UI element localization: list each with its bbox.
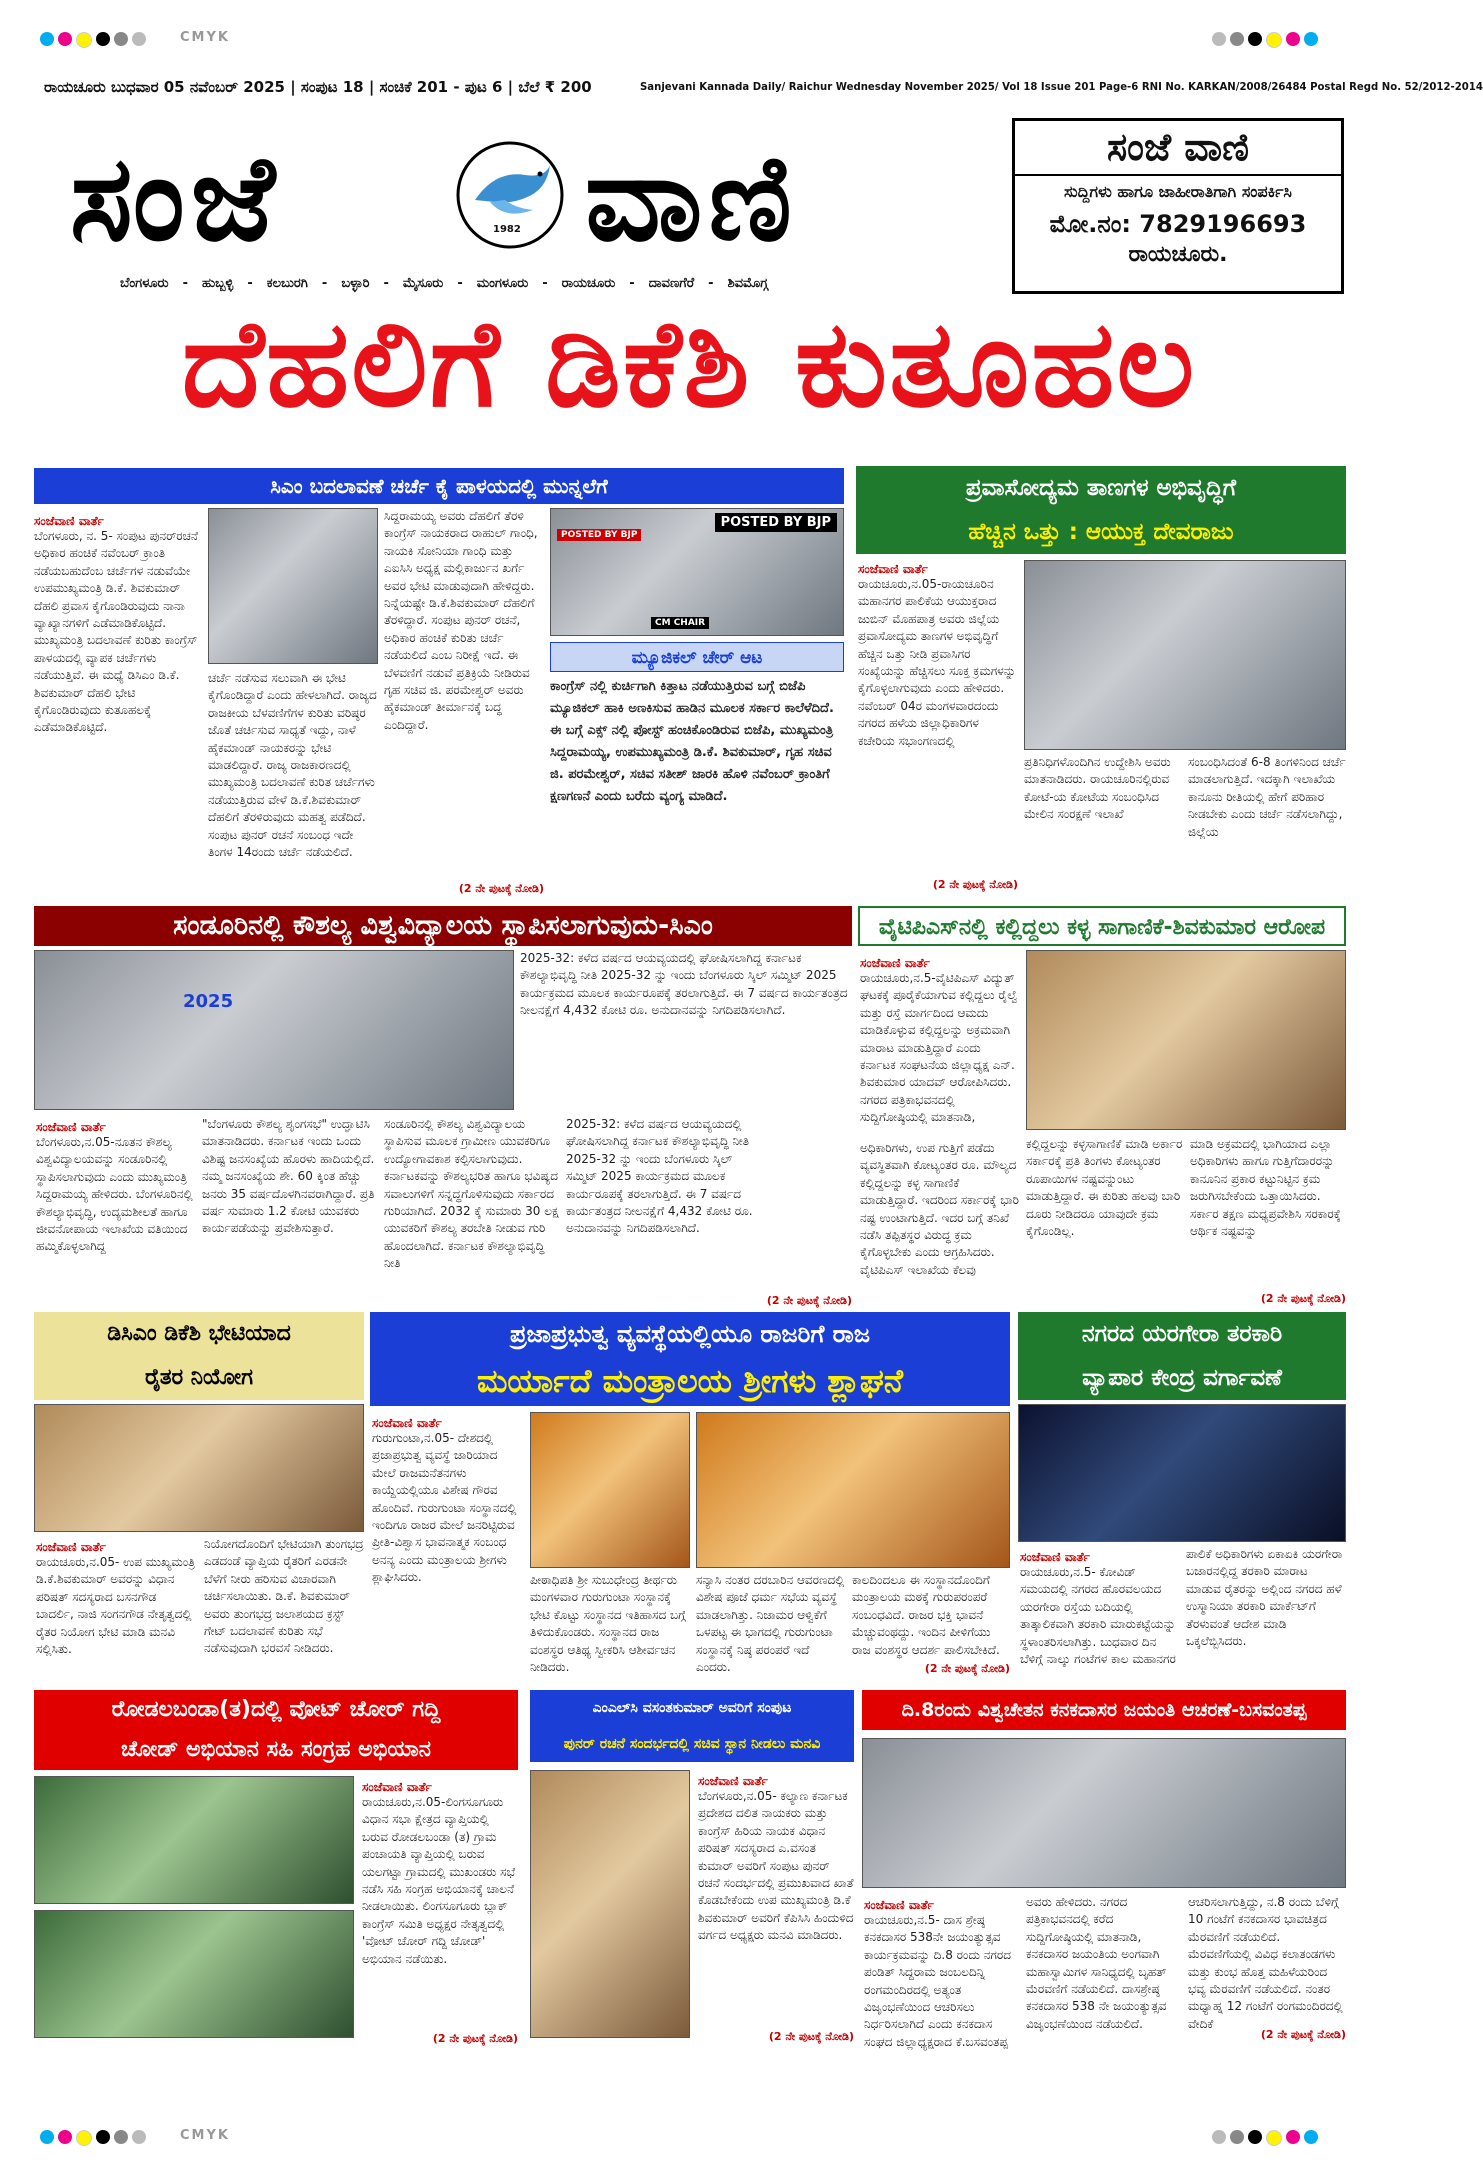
story5-col2: ನಿಯೋಗದೊಂದಿಗೆ ಭೇಟಿಯಾಗಿ ತುಂಗಭದ್ರ ಎಡದಂಡೆ ವ್ಯಾಪ್ತಿಯ ರೈತರಿಗೆ ಎರಡನೇ ಬೆಳೆಗೆ ನೀರು ಹರಿಸುವ ವಿಚಾರವಾಗಿ ಚರ್ಚಿಸಲಾಯಿತು. ಡಿ.ಕೆ. ಶಿವಕುಮಾರ್ ಅವರು ತುಂಗಭದ್ರ ಜಲಾಶಯದ ಕ್ರಸ್ಟ್ ಗೇಟ್ ಬದಲಾವಣೆ ಕುರಿತು ಸಭೆ ನಡೆಸುವುದಾಗಿ ಭರವಸೆ ನೀಡಿದರು. — [204, 1537, 364, 1656]
story4-headline: ವೈಟಿಪಿಎಸ್‌ನಲ್ಲಿ ಕಲ್ಲಿದ್ದಲು ಕಳ್ಳ ಸಾಗಾಣಿಕೆ-ಶಿವಕುಮಾರ ಆರೋಪ — [858, 906, 1346, 946]
posted-by-label: POSTED BY BJP — [715, 513, 837, 532]
story4-col1: ರಾಯಚೂರು,ನ.5-ವೈಟಿಪಿಎಸ್ ವಿದ್ಯುತ್ ಘಟಕಕ್ಕೆ ಪೂರೈಕೆಯಾಗುವ ಕಲ್ಲಿದ್ದಲು ರೈಲ್ವೆ ಮತ್ತು ರಸ್ತೆ ಮಾರ್ಗದಿಂದ ಆಮದು ಮಾಡಿಕೊಳ್ಳುವ ಕಲ್ಲಿದ್ದಲನ್ನು ಅಕ್ರಮವಾಗಿ ಮಾರಾಟ ಮಾಡುತ್ತಿದ್ದಾರೆ ಎಂದು ಕರ್ನಾಟಕ ಸಂಘಟನೆಯ ಜಿಲ್ಲಾಧ್ಯಕ್ಷ ಎನ್. ಶಿವಕುಮಾರ ಯಾದವ್ ಆರೋಪಿಸಿದರು. ನಗರದ ಪತ್ರಿಕಾಭವನದಲ್ಲಿ ಸುದ್ದಿಗೋಷ್ಠಿಯಲ್ಲಿ ಮಾತನಾಡಿ, — [860, 971, 1018, 1125]
city-item: ಮೈಸೂರು — [402, 276, 444, 291]
story4-photo — [1026, 950, 1346, 1130]
story1-credit — [34, 510, 204, 529]
kannada-dateline: ರಾಯಚೂರು ಬುಧವಾರ 05 ನವೆಂಬರ್ 2025 | ಸಂಪುಟ 18 | ಸಂಚಿಕೆ 201 - ಪುಟ 6 | ಬೆಲೆ ₹ 200 — [44, 78, 592, 96]
cmyk-label-bottom: CMYK — [180, 2128, 230, 2143]
story3-photo — [34, 950, 514, 1110]
story5-photo — [34, 1404, 364, 1532]
story9-continued: (2 ನೇ ಪುಟಕ್ಕೆ ನೋಡಿ) — [768, 2030, 854, 2043]
story9-photo — [530, 1770, 690, 2038]
city-item: ಕಲಬುರಗಿ — [266, 276, 308, 291]
story3-col2: "ಬೆಂಗಳೂರು ಕೌಶಲ್ಯ ಶೃಂಗಸಭೆ" ಉದ್ಘಾಟಿಸಿ ಮಾತನಾಡಿದರು. ಕರ್ನಾಟಕ ಇಂದು ಒಂದು ವಿಶಿಷ್ಟ ಜನಸಂಖ್ಯೆಯ ಹೊರಳು ಹಾದಿಯಲ್ಲಿದೆ. ನಮ್ಮ ಜನಸಂಖ್ಯೆಯ ಶೇ. 60 ಕ್ಕಿಂತ ಹೆಚ್ಚು ಜನರು 35 ವರ್ಷದೊಳಗಿನವರಾಗಿದ್ದಾರೆ. ಪ್ರತಿ ವರ್ಷ ಸುಮಾರು 1.2 ಕೋಟಿ ಯುವಕರು ಕಾರ್ಯಪಡೆಯನ್ನು ಪ್ರವೇಶಿಸುತ್ತಾರೆ. — [202, 1117, 375, 1236]
story6-col1: ಗುರುಗುಂಟಾ,ನ.05- ದೇಶದಲ್ಲಿ ಪ್ರಜಾಪ್ರಭುತ್ವ ವ್ಯವಸ್ಥೆ ಜಾರಿಯಾದ ಮೇಲೆ ರಾಜಮನೆತನಗಳು ಕಾಯ್ದೆಯಲ್ಲಿಯೂ ವಿಶೇಷ ಗೌರವ ಹೊಂದಿವೆ. ಗುರುಗುಂಟಾ ಸಂಸ್ಥಾನದಲ್ಲಿ ಇಂದಿಗೂ ರಾಜರ ಮೇಲೆ ಜನರಿಟ್ಟಿರುವ ಪ್ರೀತಿ-ವಿಶ್ವಾಸ ಭಾವನಾತ್ಮಕ ಸಂಬಂಧ ಅನನ್ಯ ಎಂದು ಮಂತ್ರಾಲಯ ಶ್ರೀಗಳು ಶ್ಲಾಘಿಸಿದರು. — [372, 1431, 517, 1585]
story6-headline-line1: ಪ್ರಜಾಪ್ರಭುತ್ವ ವ್ಯವಸ್ಥೆಯಲ್ಲಿಯೂ ರಾಜರಿಗೆ ರಾಜ — [370, 1312, 1010, 1356]
story9-headline-line2: ಪುನರ್ ರಚನೆ ಸಂದರ್ಭದಲ್ಲಿ ಸಚಿವ ಸ್ಥಾನ ನೀಡಲು ಮನವಿ — [530, 1726, 854, 1762]
story6-credit: ಸಂಜೆವಾಣಿ ವಾರ್ತೆ — [372, 1416, 442, 1430]
story10-credit: ಸಂಜೆವಾಣಿ ವಾರ್ತೆ — [864, 1898, 934, 1912]
story10-col3: ಆಚರಿಸಲಾಗುತ್ತಿದ್ದು, ನ.8 ರಂದು ಬೆಳಿಗ್ಗೆ 10 ಗಂಟೆಗೆ ಕನಕದಾಸರ ಭಾವಚಿತ್ರದ ಮೆರವಣಿಗೆ ನಡೆಯಲಿದೆ. ಮೆರವಣಿಗೆಯಲ್ಲಿ ವಿವಿಧ ಕಲಾತಂಡಗಳು ಮತ್ತು ಕುಂಭ ಹೊತ್ತ ಮಹಿಳೆಯರಿಂದ ಭವ್ಯ ಮೆರವಣಿಗೆ ನಡೆಯಲಿದೆ. ನಂತರ ಮಧ್ಯಾಹ್ನ 12 ಗಂಟೆಗೆ ರಂಗಮಂದಿರದಲ್ಲಿ ವೇದಿಕೆ — [1188, 1895, 1343, 2031]
cmyk-label: CMYK — [180, 30, 230, 45]
story9-credit: ಸಂಜೆವಾಣಿ ವಾರ್ತೆ — [698, 1774, 768, 1788]
city-item: ರಾಯಚೂರು — [561, 276, 616, 291]
story10-headline: ದಿ.8ರಂದು ವಿಶ್ವಚೇತನ ಕನಕದಾಸರ ಜಯಂತಿ ಆಚರಣೆ-ಬಸವಂತಪ್ಪ — [862, 1690, 1346, 1730]
english-dateline: Sanjevani Kannada Daily/ Raichur Wednesday November 2025/ Vol 18 Issue 201 Page-6 RNI No. KARKAN/2008/26484 Postal Regd No. 52/2012-2014 — [640, 80, 1483, 93]
story8-text: ರಾಯಚೂರು,ನ.05-ಲಿಂಗಸೂಗೂರು ವಿಧಾನ ಸಭಾ ಕ್ಷೇತ್ರದ ವ್ಯಾಪ್ತಿಯಲ್ಲಿ ಬರುವ ರೋಡಲಬಂಡಾ (ತ) ಗ್ರಾಮ ಪಂಚಾಯತಿ ವ್ಯಾಪ್ತಿಯಲ್ಲಿ ಬರುವ ಯಲಗಟ್ಟಾ ಗ್ರಾಮದಲ್ಲಿ ಮುಖಂಡರು ಸಭೆ ನಡೆಸಿ ಸಹಿ ಸಂಗ್ರಹ ಅಭಿಯಾನಕ್ಕೆ ಚಾಲನೆ ನೀಡಲಾಯಿತು. ಲಿಂಗಸೂಗೂರು ಬ್ಲಾಕ್ ಕಾಂಗ್ರೆಸ್ ಸಮಿತಿ ಅಧ್ಯಕ್ಷರ ನೇತೃತ್ವದಲ್ಲಿ 'ವೋಟ್ ಚೋರ್ ಗದ್ದಿ ಚೋಡ್' ಅಭಿಯಾನ ನಡೆಯಿತು. — [362, 1795, 516, 1966]
story2-intro: ರಾಯಚೂರು,ನ.05-ರಾಯಚೂರಿನ ಮಹಾನಗರ ಪಾಲಿಕೆಯ ಆಯುಕ್ತರಾದ ಜುಬಿನ್ ಮೊಹಪಾತ್ರ ಅವರು ಜಿಲ್ಲೆಯ ಪ್ರವಾಸೋದ್ಯಮ ತಾಣಗಳ ಅಭಿವೃದ್ಧಿಗೆ ಹೆಚ್ಚಿನ ಒತ್ತು ನೀಡಿ ಪ್ರವಾಸಿಗರ ಸಂಖ್ಯೆಯನ್ನು ಹೆಚ್ಚಿಸಲು ಸೂಕ್ತ ಕ್ರಮಗಳನ್ನು ಕೈಗೊಳ್ಳಲಾಗುವುದು ಎಂದು ಹೇಳಿದರು. ನವೆಂಬರ್ 04ರ ಮಂಗಳವಾರದಂದು ನಗರದ ಹಳೆಯ ಜಿಲ್ಲಾಧಿಕಾರಿಗಳ ಕಚೇರಿಯ ಸಭಾಂಗಣದಲ್ಲಿ — [858, 577, 1016, 748]
story10-photo — [862, 1738, 1346, 1888]
city-item: ಹುಬ್ಬಳ್ಳಿ — [201, 276, 234, 291]
story3-right-col: 2025-32: ಕಳೆದ ವರ್ಷದ ಆಯವ್ಯಯದಲ್ಲಿ ಘೋಷಿಸಲಾಗಿದ್ದ ಕರ್ನಾಟಕ ಕೌಶಲ್ಯಾಭಿವೃದ್ಧಿ ನೀತಿ 2025-32 ನ್ನು ಇಂದು ಬೆಂಗಳೂರು ಸ್ಕಿಲ್ ಸಮ್ಮಿಟ್ 2025 ಕಾರ್ಯಕ್ರಮದ ಮೂಲಕ ಕಾರ್ಯರೂಪಕ್ಕೆ ತರಲಾಗುತ್ತಿದೆ. ಈ 7 ವರ್ಷದ ಕಾರ್ಯತಂತ್ರದ ನೀಲನಕ್ಷೆಗೆ 4,432 ಕೋಟಿ ರೂ. ಅನುದಾನವನ್ನು ನಿಗದಿಪಡಿಸಲಾಗಿದೆ. — [520, 951, 848, 1018]
print-color-marks-top-left — [40, 32, 146, 48]
story8-credit: ಸಂಜೆವಾಣಿ ವಾರ್ತೆ — [362, 1780, 432, 1794]
story4-credit: ಸಂಜೆವಾಣಿ ವಾರ್ತೆ — [860, 956, 930, 970]
city-item: ದಾವಣಗೆರೆ — [648, 276, 695, 291]
ad-city: ರಾಯಚೂರು. — [1128, 242, 1228, 267]
city-item: ಶಿವಮೊಗ್ಗ — [727, 276, 768, 291]
city-list: ಬೆಂಗಳೂರು - ಹುಬ್ಬಳ್ಳಿ - ಕಲಬುರಗಿ - ಬಳ್ಳಾರಿ - ಮೈಸೂರು - ಮಂಗಳೂರು - ರಾಯಚೂರು - ದಾವಣಗೆರೆ - ಶಿವಮೊಗ್ಗ — [120, 276, 768, 291]
print-color-marks-top-right — [1212, 32, 1318, 48]
ad-title: ಸಂಜೆ ವಾಣಿ — [1015, 125, 1341, 176]
story1-continued: (2 ನೇ ಪುಟಕ್ಕೆ ನೋಡಿ) — [458, 882, 544, 895]
story7-photo — [1018, 1404, 1346, 1542]
story9-headline-line1: ಎಂಎಲ್‌ಸಿ ವಸಂತಕುಮಾರ್ ಅವರಿಗೆ ಸಂಪುಟ — [530, 1690, 854, 1726]
story7-credit: ಸಂಜೆವಾಣಿ ವಾರ್ತೆ — [1020, 1550, 1090, 1564]
story7-headline-line1: ನಗರದ ಯರಗೇರಾ ತರಕಾರಿ — [1018, 1312, 1346, 1356]
story2-headline-line1: ಪ್ರವಾಸೋದ್ಯಮ ತಾಣಗಳ ಅಭಿವೃದ್ಧಿಗೆ — [856, 466, 1346, 510]
story5-headline-line1: ಡಿಸಿಎಂ ಡಿಕೆಶಿ ಭೇಟಿಯಾದ — [34, 1312, 364, 1356]
story10-col2: ಅವರು ಹೇಳಿದರು. ನಗರದ ಪತ್ರಿಕಾಭವನದಲ್ಲಿ ಕರೆದ ಸುದ್ದಿಗೋಷ್ಠಿಯಲ್ಲಿ ಮಾತನಾಡಿ, ಕನಕದಾಸರ ಜಯಂತಿಯ ಅಂಗವಾಗಿ ಮಹಾಸ್ವಾಮಿಗಳ ಸಾನಿಧ್ಯದಲ್ಲಿ ಬೃಹತ್ ಮೆರವಣಿಗೆ ನಡೆಯಲಿದೆ. ದಾಸಶ್ರೇಷ್ಠ ಕನಕದಾಸರ 538 ನೇ ಜಯಂತ್ಯುತ್ಸವ ವಿಜೃಂಭಣೆಯಿಂದ ನಡೆಯಲಿದೆ. — [1026, 1895, 1167, 2031]
story2-credit: ಸಂಜೆವಾಣಿ ವಾರ್ತೆ — [858, 562, 928, 576]
dove-logo — [455, 140, 565, 250]
story2-headline-line2: ಹೆಚ್ಚಿನ ಒತ್ತು : ಆಯುಕ್ತ ದೇವರಾಜು — [856, 510, 1346, 554]
posted-by-small-label: POSTED BY BJP — [557, 529, 641, 541]
story10-col1: ರಾಯಚೂರು,ನ.5- ದಾಸ ಶ್ರೇಷ್ಠ ಕನಕದಾಸರ 538ನೇ ಜಯಂತ್ಯುತ್ಸವ ಕಾರ್ಯಕ್ರಮವನ್ನು ದಿ.8 ರಂದು ನಗರದ ಪಂಡಿತ್ ಸಿದ್ದರಾಮ ಜಂಬಲದಿನ್ನಿ ರಂಗಮಂದಿರದಲ್ಲಿ ಅತ್ಯಂತ ವಿಜೃಂಭಣೆಯಿಂದ ಆಚರಿಸಲು ನಿರ್ಧರಿಸಲಾಗಿದೆ ಎಂದು ಕನಕದಾಸ ಸಂಘದ ಜಿಲ್ಲಾಧ್ಯಕ್ಷರಾದ ಕೆ.ಬಸವಂತಪ್ಪ — [864, 1913, 1011, 2049]
story3-continued: (2 ನೇ ಪುಟಕ್ಕೆ ನೋಡಿ) — [766, 1294, 852, 1307]
story1-photo — [208, 508, 378, 664]
print-color-marks-bottom-right — [1212, 2130, 1318, 2146]
ad-phone: ಮೋ.ನಂ: 7829196693 — [1049, 210, 1307, 238]
story8-photo-bottom — [34, 1910, 354, 2038]
story5-col1: ರಾಯಚೂರು,ನ.05- ಉಪ ಮುಖ್ಯಮಂತ್ರಿ ಡಿ.ಕೆ.ಶಿವಕುಮಾರ್ ಅವರನ್ನು ವಿಧಾನ ಪರಿಷತ್ ಸದಸ್ಯರಾದ ಬಸನಗೌಡ ಬಾದರ್ಲಿ, ನಾಜಿ ಸಂಗನಗೌಡ ನೇತೃತ್ವದಲ್ಲಿ ರೈತರ ನಿಯೋಗ ಭೇಟಿ ಮಾಡಿ ಮನವಿ ಸಲ್ಲಿಸಿತು. — [36, 1555, 195, 1656]
story6-col2: ಪೀಠಾಧಿಪತಿ ಶ್ರೀ ಸುಬುಧೇಂದ್ರ ತೀರ್ಥರು ಮಂಗಳವಾರ ಗುರುಗುಂಟಾ ಸಂಸ್ಥಾನಕ್ಕೆ ಭೇಟಿ ಕೊಟ್ಟು ಸಂಸ್ಥಾನದ ಇತಿಹಾಸದ ಬಗ್ಗೆ ತಿಳಿದುಕೊಂಡರು. ಸಂಸ್ಥಾನದ ರಾಜ ವಂಶಸ್ಥರ ಆತಿಥ್ಯ ಸ್ವೀಕರಿಸಿ ಆಶೀರ್ವಚನ ನೀಡಿದರು. — [530, 1573, 686, 1674]
story6-photo-right — [696, 1412, 1010, 1568]
story9-text: ಬೆಂಗಳೂರು,ನ.05- ಕಲ್ಯಾಣ ಕರ್ನಾಟಕ ಪ್ರದೇಶದ ದಲಿತ ನಾಯಕರು ಮತ್ತು ಕಾಂಗ್ರೆಸ್ ಹಿರಿಯ ನಾಯಕ ವಿಧಾನ ಪರಿಷತ್ ಸದಸ್ಯರಾದ ಎ.ವಸಂತ ಕುಮಾರ್ ಅವರಿಗೆ ಸಂಪುಟ ಪುನರ್ ರಚನೆ ಸಂದರ್ಭದಲ್ಲಿ ಪ್ರಮುಖವಾದ ಖಾತೆ ಕೊಡಬೇಕೆಂದು ಉಪ ಮುಖ್ಯಮಂತ್ರಿ ಡಿ.ಕೆ ಶಿವಕುಮಾರ್ ಅವರಿಗೆ ಕೆಪಿಸಿಸಿ ಹಿಂದುಳಿದ ವರ್ಗದ ಅಧ್ಯಕ್ಷರು ಮನವಿ ಮಾಡಿದರು. — [698, 1789, 854, 1943]
city-item: ಬೆಂಗಳೂರು — [120, 276, 169, 291]
story1-col2: ಚರ್ಚೆ ನಡೆಸುವ ಸಲುವಾಗಿ ಈ ಭೇಟಿ ಕೈಗೊಂಡಿದ್ದಾರೆ ಎಂದು ಹೇಳಲಾಗಿದೆ. ರಾಜ್ಯದ ರಾಜಕೀಯ ಬೆಳವಣಿಗೆಗಳ ಕುರಿತು ವರಿಷ್ಠರ ಜೊತೆ ಚರ್ಚಿಸುವ ಸಾಧ್ಯತೆ ಇದ್ದು, ನಾಳೆ ಹೈಕಮಾಂಡ್ ನಾಯಕರನ್ನು ಭೇಟಿ ಮಾಡಲಿದ್ದಾರೆ. ರಾಜ್ಯ ರಾಜಕಾರಣದಲ್ಲಿ ಮುಖ್ಯಮಂತ್ರಿ ಬದಲಾವಣೆ ಕುರಿತ ಚರ್ಚೆಗಳು ನಡೆಯುತ್ತಿರುವ ವೇಳೆ ಡಿ.ಕೆ.ಶಿವಕುಮಾರ್ ದೆಹಲಿಗೆ ತೆರಳಿರುವುದು ಮಹತ್ವ ಪಡೆದಿದೆ. ಸಂಪುಟ ಪುನರ್ ರಚನೆ ಸಂಬಂಧ ಇದೇ ತಿಂಗಳ 14ರಂದು ಚರ್ಚೆ ನಡೆಯಲಿದೆ. — [208, 671, 377, 859]
story3-col3: ಸಂಡೂರಿನಲ್ಲಿ ಕೌಶಲ್ಯ ವಿಶ್ವವಿದ್ಯಾಲಯ ಸ್ಥಾಪಿಸುವ ಮೂಲಕ ಗ್ರಾಮೀಣ ಯುವಕರಿಗೂ ಉದ್ಯೋಗಾವಕಾಶ ಕಲ್ಪಿಸಲಾಗುವುದು. ಕರ್ನಾಟಕವನ್ನು ಕೌಶಲ್ಯಭರಿತ ಹಾಗೂ ಭವಿಷ್ಯದ ಸವಾಲುಗಳಿಗೆ ಸನ್ನದ್ಧಗೊಳಿಸುವುದು ಸರ್ಕಾರದ ಗುರಿಯಾಗಿದೆ. 2032 ಕ್ಕೆ ಸುಮಾರು 30 ಲಕ್ಷ ಯುವಕರಿಗೆ ಕೌಶಲ್ಯ ತರಬೇತಿ ನೀಡುವ ಗುರಿ ಹೊಂದಲಾಗಿದೆ. ಕರ್ನಾಟಕ ಕೌಶಲ್ಯಾಭಿವೃದ್ಧಿ ನೀತಿ — [384, 1117, 559, 1271]
story2-continued: (2 ನೇ ಪುಟಕ್ಕೆ ನೋಡಿ) — [932, 878, 1018, 891]
story8-headline-line1: ರೋಡಲಬಂಡಾ(ತ)ದಲ್ಲಿ ವೋಟ್ ಚೋರ್ ಗದ್ದಿ — [34, 1690, 518, 1730]
story8-continued: (2 ನೇ ಪುಟಕ್ಕೆ ನೋಡಿ) — [432, 2032, 518, 2045]
story2-col-a: ಪ್ರತಿನಿಧಿಗಳೊಂದಿಗಿನ ಉದ್ದೇಶಿಸಿ ಅವರು ಮಾತನಾಡಿದರು. ರಾಯಚೂರಿನಲ್ಲಿರುವ ಕೋಟೆ-ಯ ಕೋಟೆಯ ಸಂಬಂಧಿಸಿದ ಮೇಲಿನ ಸಂರಕ್ಷಣೆ ಇಲಾಖೆ — [1024, 755, 1171, 822]
story2-photo — [1024, 560, 1346, 750]
story4-col4: ಮಾಡಿ ಅಕ್ರಮದಲ್ಲಿ ಭಾಗಿಯಾದ ಎಲ್ಲಾ ಅಧಿಕಾರಿಗಳು ಹಾಗೂ ಗುತ್ತಿಗೆದಾರರನ್ನು ಕಾನೂನಿನ ಪ್ರಕಾರ ಕಟ್ಟುನಿಟ್ಟಿನ ಕ್ರಮ ಜರುಗಿಸಬೇಕೆಂದು ಒತ್ತಾಯಿಸಿದರು. ಸರ್ಕಾರ ತಕ್ಷಣ ಮಧ್ಯಪ್ರವೇಶಿಸಿ ಸರಕಾರಕ್ಕೆ ಆರ್ಥಿಕ ನಷ್ಟವನ್ನು — [1190, 1137, 1341, 1238]
story5-headline-line2: ರೈತರ ನಿಯೋಗ — [34, 1356, 364, 1400]
story6-continued: (2 ನೇ ಪುಟಕ್ಕೆ ನೋಡಿ) — [924, 1662, 1010, 1675]
credit-text: ಸಂಜೆವಾಣಿ ವಾರ್ತೆ — [34, 514, 104, 528]
story3-credit: ಸಂಜೆವಾಣಿ ವಾರ್ತೆ — [36, 1120, 106, 1134]
print-color-marks-bottom-left — [40, 2130, 146, 2146]
masthead-left: ಸಂಜೆ — [70, 128, 281, 267]
story7-col2: ಪಾಲಿಕೆ ಅಧಿಕಾರಿಗಳು ಏಕಾಏಕಿ ಯರಗೇರಾ ಬಜಾರನಲ್ಲಿದ್ದ ತರಕಾರಿ ಮಾರಾಟ ಮಾಡುವ ರೈತರನ್ನು ಅಲ್ಲಿಂದ ನಗರದ ಹಳೆ ಉಸ್ಮಾನಿಯಾ ತರಕಾರಿ ಮಾರ್ಕೆಟ್‌ಗೆ ತೆರಳುವಂತೆ ಆದೇಶ ಮಾಡಿ ಒಕ್ಕಲೆಬ್ಬಿಸಿದರು. — [1186, 1547, 1343, 1648]
story3-col1: ಬೆಂಗಳೂರು,ನ.05-ನೂತನ ಕೌಶಲ್ಯ ವಿಶ್ವವಿದ್ಯಾಲಯವನ್ನು ಸಂಡೂರಿನಲ್ಲಿ ಸ್ಥಾಪಿಸಲಾಗುವುದು ಎಂದು ಮುಖ್ಯಮಂತ್ರಿ ಸಿದ್ದರಾಮಯ್ಯ ಹೇಳಿದರು. ಬೆಂಗಳೂರಿನಲ್ಲಿ ಕೌಶಲ್ಯಾಭಿವೃದ್ಧಿ, ಉದ್ಯಮಶೀಲತೆ ಹಾಗೂ ಜೀವನೋಪಾಯ ಇಲಾಖೆಯ ವತಿಯಿಂದ ಹಮ್ಮಿಕೊಳ್ಳಲಾಗಿದ್ದ — [36, 1135, 193, 1254]
story1-col3: ಸಿದ್ದರಾಮಯ್ಯ ಅವರು ದೆಹಲಿಗೆ ತೆರಳಿ ಕಾಂಗ್ರೆಸ್ ನಾಯಕರಾದ ರಾಹುಲ್ ಗಾಂಧಿ, ನಾಯಕಿ ಸೋನಿಯಾ ಗಾಂಧಿ ಮತ್ತು ಎಐಸಿಸಿ ಅಧ್ಯಕ್ಷ ಮಲ್ಲಿಕಾರ್ಜುನ ಖರ್ಗೆ ಅವರ ಭೇಟಿ ಮಾಡುವುದಾಗಿ ಹೇಳಿದ್ದರು. ನಿನ್ನೆಯಷ್ಟೇ ಡಿ.ಕೆ.ಶಿವಕುಮಾರ್ ದೆಹಲಿಗೆ ತೆರಳಿದ್ದಾರೆ. ಸಂಪುಟ ಪುನರ್ ರಚನೆ, ಅಧಿಕಾರ ಹಂಚಿಕೆ ಕುರಿತು ಚರ್ಚೆ ನಡೆಯಲಿದೆ ಎಂಬ ನಿರೀಕ್ಷೆ ಇದೆ. ಈ ಬೆಳವಣಿಗೆ ನಡುವೆ ಪ್ರತಿಕ್ರಿಯೆ ನೀಡಿರುವ ಗೃಹ ಸಚಿವ ಜಿ. ಪರಮೇಶ್ವರ್ ಅವರು ಹೈಕಮಾಂಡ್ ತೀರ್ಮಾನಕ್ಕೆ ಬದ್ಧ ಎಂದಿದ್ದಾರೆ. — [384, 509, 538, 732]
story3-col4: 2025-32: ಕಳೆದ ವರ್ಷದ ಆಯವ್ಯಯದಲ್ಲಿ ಘೋಷಿಸಲಾಗಿದ್ದ ಕರ್ನಾಟಕ ಕೌಶಲ್ಯಾಭಿವೃದ್ಧಿ ನೀತಿ 2025-32 ನ್ನು ಇಂದು ಬೆಂಗಳೂರು ಸ್ಕಿಲ್ ಸಮ್ಮಿಟ್ 2025 ಕಾರ್ಯಕ್ರಮದ ಮೂಲಕ ಕಾರ್ಯರೂಪಕ್ಕೆ ತರಲಾಗುತ್ತಿದೆ. ಈ 7 ವರ್ಷದ ಕಾರ್ಯತಂತ್ರದ ನೀಲನಕ್ಷೆಗೆ 4,432 ಕೋಟಿ ರೂ. ಅನುದಾನವನ್ನು ನಿಗದಿಪಡಿಸಲಾಗಿದೆ. — [566, 1117, 753, 1236]
story6-col4: ಕಾಲದಿಂದಲೂ ಈ ಸಂಸ್ಥಾನದೊಂದಿಗೆ ಮಂತ್ರಾಲಯ ಮಠಕ್ಕೆ ಗುರುಪರಂಪರೆ ಸಂಬಂಧವಿದೆ. ರಾಜರ ಭಕ್ತಿ ಭಾವನೆ ಮೆಚ್ಚುವಂಥದ್ದು. ಇಂದಿನ ಪೀಳಿಗೆಯು ರಾಜ ವಂಶಸ್ಥರ ಆದರ್ಶ ಪಾಲಿಸಬೇಕಿದೆ. — [852, 1573, 1000, 1657]
story7-headline-line2: ವ್ಯಾಪಾರ ಕೇಂದ್ರ ವರ್ಗಾವಣೆ — [1018, 1356, 1346, 1400]
story4-col2: ಅಧಿಕಾರಿಗಳು, ಉಪ ಗುತ್ತಿಗೆ ಪಡೆದು ವ್ಯವಸ್ಥಿತವಾಗಿ ಕೋಟ್ಯಂತರ ರೂ. ಮೌಲ್ಯದ ಕಲ್ಲಿದ್ದಲನ್ನು ಕಳ್ಳ ಸಾಗಾಣಿಕೆ ಮಾಡುತ್ತಿದ್ದಾರೆ. ಇದರಿಂದ ಸರ್ಕಾರಕ್ಕೆ ಭಾರಿ ನಷ್ಟ ಉಂಟಾಗುತ್ತಿದೆ. ಇದರ ಬಗ್ಗೆ ತನಿಖೆ ನಡೆಸಿ ತಪ್ಪಿತಸ್ಥರ ವಿರುದ್ಧ ಕ್ರಮ ಕೈಗೊಳ್ಳಬೇಕು ಎಂದು ಆಗ್ರಹಿಸಿದರು. ವೈಟಿಪಿಎಸ್ ಇಲಾಖೆಯ ಕೆಲವು — [860, 1141, 1019, 1277]
story1-col1: ಬೆಂಗಳೂರು, ನ. 5- ಸಂಪುಟ ಪುನರ್‌ರಚನೆ ಅಧಿಕಾರ ಹಂಚಿಕೆ ನವೆಂಬರ್ ಕ್ರಾಂತಿ ನಡೆಯಬಹುದೆಂಬ ಚರ್ಚೆಗಳ ನಡುವೆಯೇ ಉಪಮುಖ್ಯಮಂತ್ರಿ ಡಿ.ಕೆ. ಶಿವಕುಮಾರ್ ದೆಹಲಿ ಪ್ರವಾಸ ಕೈಗೊಂಡಿರುವುದು ನಾನಾ ವ್ಯಾಖ್ಯಾನಗಳಿಗೆ ಎಡೆಮಾಡಿಕೊಟ್ಟಿದೆ. ಮುಖ್ಯಮಂತ್ರಿ ಬದಲಾವಣೆ ಕುರಿತು ಕಾಂಗ್ರೆಸ್ ಪಾಳಯದಲ್ಲಿ ವ್ಯಾಪಕ ಚರ್ಚೆಗಳು ನಡೆಯುತ್ತಿವೆ. ಈ ಮಧ್ಯೆ ಡಿಸಿಎಂ ಡಿ.ಕೆ. ಶಿವಕುಮಾರ್ ದೆಹಲಿ ಭೇಟಿ ಕೈಗೊಂಡಿರುವುದು ಕುತೂಹಲಕ್ಕೆ ಎಡೆಮಾಡಿಕೊಟ್ಟಿದೆ. — [34, 529, 199, 735]
masthead-year: 1982 — [493, 224, 521, 235]
ad-line: ಸುದ್ದಿಗಳು ಹಾಗೂ ಜಾಹೀರಾತಿಗಾಗಿ ಸಂಪರ್ಕಿಸಿ — [1064, 182, 1292, 201]
story7-col1: ರಾಯಚೂರು,ನ.5- ಕೋವಿಡ್ ಸಮಯದಲ್ಲಿ ನಗರದ ಹೊರವಲಯದ ಯರಗೇರಾ ರಸ್ತೆಯ ಬದಿಯಲ್ಲಿ ತಾತ್ಕಾಲಿಕವಾಗಿ ತರಕಾರಿ ಮಾರುಕಟ್ಟೆಯನ್ನು ಸ್ಥಳಾಂತರಿಸಲಾಗಿತ್ತು. ಬುಧವಾರ ದಿನ ಬೆಳಿಗ್ಗೆ ನಾಲ್ಕು ಗಂಟೆಗಳ ಕಾಲ ಮಹಾನಗರ — [1020, 1565, 1176, 1666]
story5-credit: ಸಂಜೆವಾಣಿ ವಾರ್ತೆ — [36, 1540, 106, 1554]
story4-col3: ಕಲ್ಲಿದ್ದಲನ್ನು ಕಳ್ಳಸಾಗಾಣಿಕೆ ಮಾಡಿ ಅರ್ಕಾರ ಸರ್ಕಾರಕ್ಕೆ ಪ್ರತಿ ತಿಂಗಳು ಕೋಟ್ಯಂತರ ರೂಪಾಯಿಗಳ ನಷ್ಟವನ್ನುಂಟು ಮಾಡುತ್ತಿದ್ದಾರೆ. ಈ ಕುರಿತು ಹಲವು ಬಾರಿ ದೂರು ನೀಡಿದರೂ ಯಾವುದೇ ಕ್ರಮ ಕೈಗೊಂಡಿಲ್ಲ. — [1026, 1137, 1183, 1238]
masthead-right: ವಾಣಿ — [585, 128, 798, 267]
story8-photo-top — [34, 1776, 354, 1904]
story10-continued: (2 ನೇ ಪುಟಕ್ಕೆ ನೋಡಿ) — [1260, 2028, 1346, 2041]
main-headline: ದೆಹಲಿಗೆ ಡಿಕೆಶಿ ಕುತೂಹಲ — [181, 295, 1197, 434]
sidebar-headline: ಮ್ಯೂಜಿಕಲ್ ಚೇರ್ ಆಟ — [550, 642, 844, 672]
story4-continued: (2 ನೇ ಪುಟಕ್ಕೆ ನೋಡಿ) — [1260, 1292, 1346, 1305]
contact-ad-box — [1012, 118, 1344, 294]
story2-col-b: ಸಂಬಂಧಿಸಿದಂತೆ 6-8 ತಿಂಗಳಿನಿಂದ ಚರ್ಚೆ ಮಾಡಲಾಗುತ್ತಿದೆ. ಇದಕ್ಕಾಗಿ ಇಲಾಖೆಯ ಕಾನೂನು ರೀತಿಯಲ್ಲಿ ಹೇಗೆ ಪರಿಹಾರ ನೀಡಬೇಕು ಎಂದು ಚರ್ಚೆ ನಡೆಸಲಾಗಿದ್ದು, ಜಿಲ್ಲೆಯ — [1188, 755, 1346, 839]
story3-headline: ಸಂಡೂರಿನಲ್ಲಿ ಕೌಶಲ್ಯ ವಿಶ್ವವಿದ್ಯಾಲಯ ಸ್ಥಾಪಿಸಲಾಗುವುದು-ಸಿಎಂ — [34, 906, 852, 946]
story6-col3: ಸನ್ಯಾಸಿ ನಂತರ ದರಬಾರಿನ ಆವರಣದಲ್ಲಿ ವಿಶೇಷ ಪೂಜೆ ಧರ್ಮ ಸಭೆಯ ವ್ಯವಸ್ಥೆ ಮಾಡಲಾಗಿತ್ತು. ನಿಜಾಮರ ಆಳ್ವಿಕೆಗೆ ಒಳಪಟ್ಟ ಈ ಭಾಗದಲ್ಲಿ ಗುರುಗುಂಟಾ ಸಂಸ್ಥಾನಕ್ಕೆ ನಿಷ್ಠ ಪರಂಪರೆ ಇದೆ ಎಂದರು. — [696, 1573, 845, 1674]
bjp-post-photo — [550, 508, 844, 636]
cm-chair-label: CM CHAIR — [651, 617, 709, 629]
story1-headline: ಸಿಎಂ ಬದಲಾವಣೆ ಚರ್ಚೆ ಕೈ ಪಾಳಯದಲ್ಲಿ ಮುನ್ನಲೆಗೆ — [34, 468, 844, 504]
story6-photo-left — [530, 1412, 690, 1568]
city-item: ಬಳ್ಳಾರಿ — [341, 276, 370, 291]
sidebar-text: ಕಾಂಗ್ರೆಸ್ ನಲ್ಲಿ ಕುರ್ಚಿಗಾಗಿ ಕಿತ್ತಾಟ ನಡೆಯುತ್ತಿರುವ ಬಗ್ಗೆ ಬಿಜೆಪಿ ಮ್ಯೂಜಿಕಲ್ ಹಾಕಿ ಅಣಕಿಸುವ ಹಾಡಿನ ಮೂಲಕ ಸರ್ಕಾರ ಕಾಲೆಳೆದಿದೆ. ಈ ಬಗ್ಗೆ ಎಕ್ಸ್ ನಲ್ಲಿ ಪೋಸ್ಟ್ ಹಂಚಿಕೊಂಡಿರುವ ಬಿಜೆಪಿ, ಮುಖ್ಯಮಂತ್ರಿ ಸಿದ್ದರಾಮಯ್ಯ, ಉಪಮುಖ್ಯಮಂತ್ರಿ ಡಿ.ಕೆ. ಶಿವಕುಮಾರ್, ಗೃಹ ಸಚಿವ ಜಿ. ಪರಮೇಶ್ವರ್, ಸಚಿವ ಸತೀಶ್ ಜಾರಕಿ ಹೊಳಿ ನವೆಂಬರ್ ಕ್ರಾಂತಿಗೆ ಕ್ಷಣಗಣನೆ ಎಂದು ಬರೆದು ವ್ಯಂಗ್ಯ ಮಾಡಿದೆ. — [550, 679, 834, 805]
story8-headline-line2: ಚೋಡ್ ಅಭಿಯಾನ ಸಹಿ ಸಂಗ್ರಹ ಅಭಿಯಾನ — [34, 1730, 518, 1770]
story3-photo-text: 2025 — [183, 991, 234, 1012]
city-item: ಮಂಗಳೂರು — [476, 276, 529, 291]
story6-headline-line2: ಮರ್ಯಾದೆ ಮಂತ್ರಾಲಯ ಶ್ರೀಗಳು ಶ್ಲಾಘನೆ — [370, 1356, 1010, 1406]
